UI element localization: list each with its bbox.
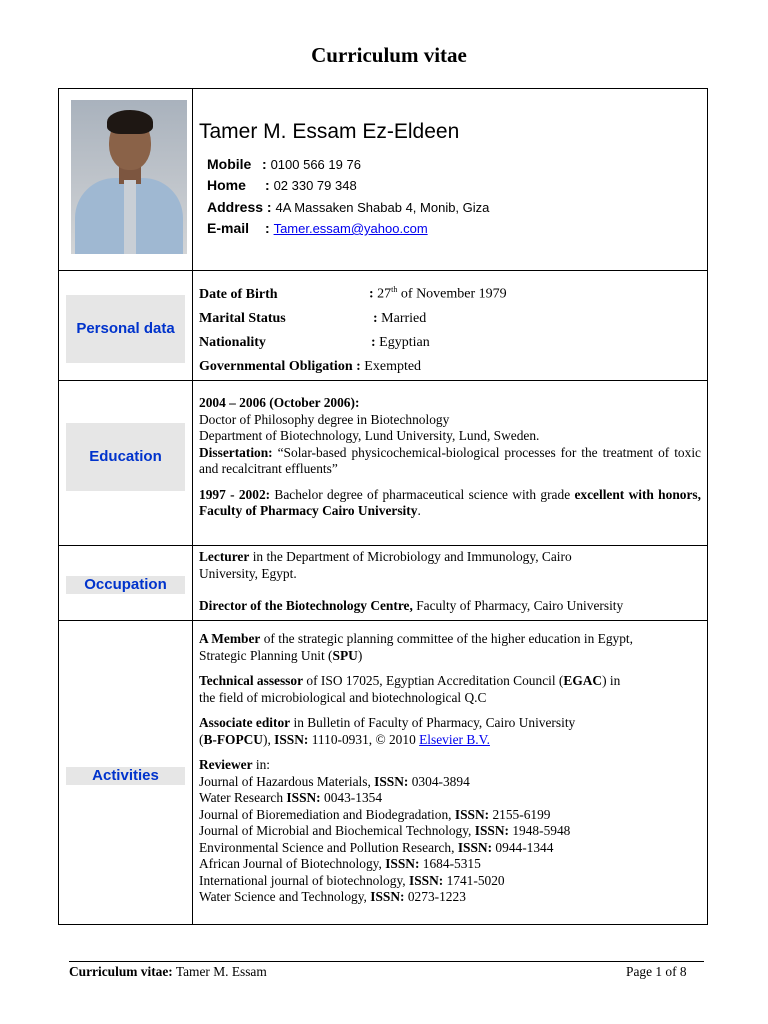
member-text: of the strategic planning committee of the higher education in Egypt, <box>263 631 633 646</box>
dob-line: Date of Birth : 27th of November 1979 <box>199 278 701 307</box>
journal-item <box>199 889 701 906</box>
gov-value: Exempted <box>364 358 422 374</box>
occupation-row <box>59 546 707 621</box>
journal-item <box>199 774 701 791</box>
journal-issn: 1684-5315 <box>419 856 481 871</box>
home-line: Home : 02 330 79 348 <box>207 177 357 193</box>
reviewer-text: in: <box>252 757 271 772</box>
page-number: Page 1 of 8 <box>626 964 687 979</box>
education-row <box>59 381 707 546</box>
issn-label: ISSN: <box>385 856 420 871</box>
personal-data-content <box>199 278 701 379</box>
lecturer-text-2: University, Egypt. <box>199 565 297 581</box>
dob-suffix: th <box>391 285 398 294</box>
journal-name: Water Science and Technology, <box>199 889 371 904</box>
email-link[interactable]: Tamer.essam@yahoo.com <box>273 221 428 236</box>
journal-item <box>199 840 701 857</box>
phd-years: 2004 – 2006 (October 2006): <box>199 395 360 410</box>
journal-name: African Journal of Biotechnology, <box>199 856 386 871</box>
bachelor-grade: excellent with honors, Faculty of Pharmacy Cairo University <box>199 486 701 518</box>
journal-issn: 1948-5948 <box>508 823 571 838</box>
bachelor-years: 1997 - 2002: <box>199 486 271 502</box>
journal-item <box>199 856 701 873</box>
tech-label: Technical assessor <box>199 673 304 688</box>
address-value: 4A Massaken Shabab 4, Monib, Giza <box>275 200 490 215</box>
dissertation-text: “Solar-based physicochemical-biological processes for the treatment of toxic and recalcitrant effluents” <box>199 444 701 476</box>
dob-day: 27 <box>377 286 392 302</box>
journal-issn: 0944-1344 <box>492 839 554 855</box>
home-value: 02 330 79 348 <box>273 178 357 193</box>
dob-rest: of November 1979 <box>397 286 507 302</box>
assoc-text: in Bulletin of Faculty of Pharmacy, Cairo University <box>293 715 576 730</box>
tech-close: ) in <box>602 673 621 688</box>
phd-degree: Doctor of Philosophy degree in Biotechnology <box>199 411 450 427</box>
issn-label: ISSN: <box>457 839 493 855</box>
journal-issn: 1741-5020 <box>443 872 505 888</box>
section-occupation: Occupation <box>66 576 185 594</box>
gov-label: Governmental Obligation <box>199 358 353 374</box>
issn-label: ISSN: <box>454 806 490 822</box>
issn-label: ISSN: <box>474 823 509 838</box>
journal-item <box>199 790 701 807</box>
bachelor-end: . <box>417 503 421 518</box>
journal-name: Water Research <box>199 790 287 805</box>
nationality-line: Nationality : Egyptian <box>199 331 701 355</box>
reviewer-label: Reviewer <box>199 757 253 772</box>
journal-list <box>199 774 701 906</box>
journal-name: Journal of Bioremediation and Biodegradation, <box>199 806 455 822</box>
bfopcu: B-FOPCU <box>203 731 263 747</box>
cv-table <box>58 88 708 925</box>
footer-divider <box>69 961 704 962</box>
lecturer-label: Lecturer <box>199 549 250 564</box>
journal-name: Journal of Microbial and Biochemical Technology, <box>199 823 475 838</box>
tech-text: of ISO 17025, Egyptian Accreditation Council ( <box>306 673 564 688</box>
nationality-value: Egyptian <box>379 334 430 350</box>
phd-department: Department of Biotechnology, Lund University, Lund, Sweden. <box>199 428 540 443</box>
assoc-issn: 1110-0931, © 2010 <box>308 731 420 747</box>
dissertation-label: Dissertation: <box>199 444 273 460</box>
assoc-issn-label: ISSN: <box>274 731 309 747</box>
issn-label: ISSN: <box>370 889 405 904</box>
address-label: Address <box>207 199 264 215</box>
journal-item <box>199 807 701 824</box>
section-education: Education <box>66 423 185 491</box>
bachelor-text: Bachelor degree of pharmaceutical science with grade <box>274 486 571 502</box>
bachelor <box>199 487 701 520</box>
elsevier-link[interactable]: Elsevier B.V. <box>419 731 490 747</box>
footer-left <box>69 964 267 980</box>
footer-name: Tamer M. Essam <box>172 964 267 979</box>
spu: SPU <box>332 647 358 663</box>
person-name: Tamer M. Essam Ez-Eldeen <box>199 120 460 143</box>
journal-issn: 0304-3894 <box>408 773 470 789</box>
journal-name: Environmental Science and Pollution Research, <box>199 839 458 855</box>
document-title: Curriculum vitae <box>311 43 467 67</box>
marital-label: Marital Status <box>199 310 286 326</box>
journal-issn: 0273-1223 <box>404 889 466 904</box>
issn-label: ISSN: <box>286 790 321 805</box>
member-close: ) <box>357 647 363 663</box>
dob-label: Date of Birth <box>199 286 278 302</box>
education-content <box>199 395 701 520</box>
marital-value: Married <box>381 310 427 326</box>
address-line: Address : 4A Massaken Shabab 4, Monib, Giza <box>207 199 490 215</box>
issn-label: ISSN: <box>374 773 409 789</box>
journal-issn: 0043-1354 <box>320 790 383 805</box>
egac: EGAC <box>563 673 603 688</box>
director-label: Director of the Biotechnology Centre, <box>199 598 413 613</box>
journal-issn: 2155-6199 <box>489 806 551 822</box>
journal-item <box>199 823 701 840</box>
mobile-line: Mobile : 0100 566 19 76 <box>207 156 361 172</box>
profile-photo <box>71 100 187 254</box>
occupation-content <box>199 549 701 615</box>
section-personal-data: Personal data <box>66 295 185 363</box>
assoc-label: Associate editor <box>199 715 291 730</box>
gov-line: Governmental Obligation : Exempted <box>199 358 422 374</box>
journal-name: International journal of biotechnology, <box>199 872 409 888</box>
member-text-2: Strategic Planning Unit ( <box>199 647 333 663</box>
journal-name: Journal of Hazardous Materials, <box>199 773 375 789</box>
tech-text-2: the field of microbiological and biotechnological Q.C <box>199 689 487 705</box>
assoc-mid: ), <box>262 731 275 747</box>
email-line: E-mail : Tamer.essam@yahoo.com <box>207 220 428 236</box>
member-label: A Member <box>199 631 261 646</box>
email-label: E-mail <box>207 220 250 236</box>
dissertation <box>199 445 701 478</box>
home-label: Home <box>207 177 246 193</box>
activities-content <box>199 631 701 906</box>
mobile-label: Mobile <box>207 156 252 172</box>
assoc-open: ( <box>199 731 204 747</box>
activities-row <box>59 621 707 924</box>
director-text: Faculty of Pharmacy, Cairo University <box>416 598 624 613</box>
issn-label: ISSN: <box>408 872 444 888</box>
header-row <box>59 89 707 271</box>
personal-data-row <box>59 271 707 381</box>
section-activities: Activities <box>66 767 185 785</box>
nationality-label: Nationality <box>199 334 266 350</box>
footer-label: Curriculum vitae: <box>69 964 173 979</box>
marital-line: Marital Status : Married <box>199 307 701 331</box>
lecturer-text: in the Department of Microbiology and Immunology, Cairo <box>252 549 572 564</box>
journal-item <box>199 873 701 890</box>
mobile-value: 0100 566 19 76 <box>270 157 361 172</box>
